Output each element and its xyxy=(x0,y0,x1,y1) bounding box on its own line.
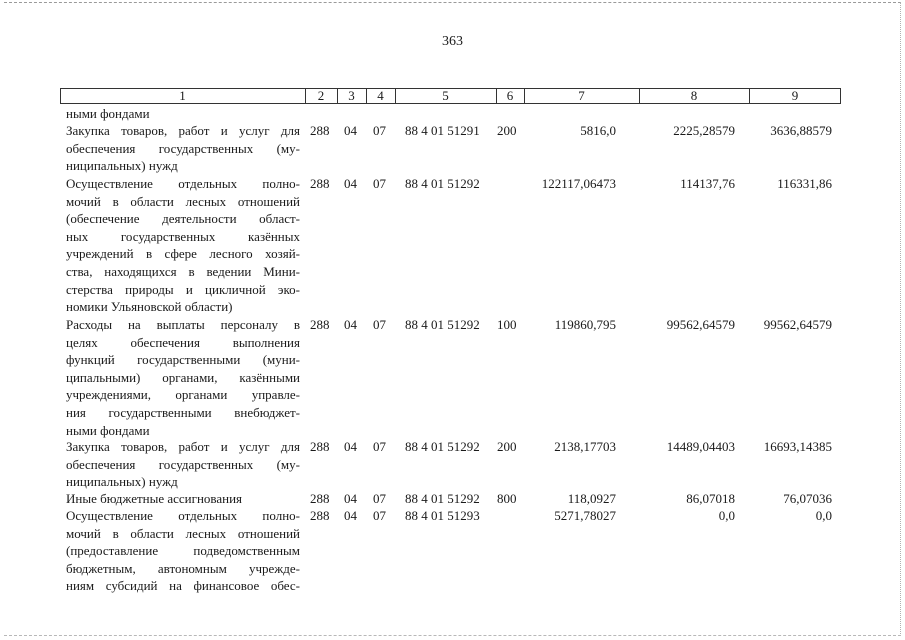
ministry-code: 288 xyxy=(310,439,330,454)
description-line: стерства природы и цикличной эко- xyxy=(66,281,300,297)
amount-col9: 0,0 xyxy=(815,508,832,523)
target-article-code: 88 4 01 51292 xyxy=(405,317,480,332)
subsection-code: 07 xyxy=(373,508,386,523)
amount-col8: 0,0 xyxy=(718,508,735,523)
description-line: (обеспечение деятельности област- xyxy=(66,211,300,227)
amount-col7: 2138,17703 xyxy=(554,439,616,454)
description-line: Закупка товаров, работ и услуг для xyxy=(66,439,300,454)
column-header-6: 6 xyxy=(506,88,514,103)
amount-col8: 99562,64579 xyxy=(666,317,735,332)
column-header-2: 2 xyxy=(317,88,325,103)
row-description xyxy=(66,490,300,508)
description-line: целях обеспечения выполнения xyxy=(66,334,300,350)
description-line: ными фондами xyxy=(66,422,150,438)
section-code: 04 xyxy=(344,508,357,523)
description-line: ных государственных казённых xyxy=(66,228,300,244)
section-code: 04 xyxy=(344,439,357,454)
subsection-code: 07 xyxy=(373,176,386,191)
ministry-code: 288 xyxy=(310,508,330,523)
page-number: 363 xyxy=(442,34,463,49)
column-header-8: 8 xyxy=(690,88,698,103)
description-line: обеспечения государственных (му- xyxy=(66,456,300,472)
column-header-9: 9 xyxy=(791,88,799,103)
ministry-code: 288 xyxy=(310,123,330,138)
ministry-code: 288 xyxy=(310,317,330,332)
row-description xyxy=(66,316,300,439)
description-line: ния государственными внебюджет- xyxy=(66,404,300,420)
subsection-code: 07 xyxy=(373,317,386,332)
expense-type-code: 200 xyxy=(497,439,517,454)
description-line: Осуществление отдельных полно- xyxy=(66,176,300,191)
description-line: обеспечения государственных (му- xyxy=(66,140,300,156)
amount-col7: 122117,06473 xyxy=(541,176,616,191)
expense-type-code: 200 xyxy=(497,123,517,138)
description-line: ниципальных) нужд xyxy=(66,474,178,490)
column-header-4: 4 xyxy=(377,88,384,103)
description-line: Закупка товаров, работ и услуг для xyxy=(66,123,300,138)
description-line: бюджетным, автономным учрежде- xyxy=(66,560,300,576)
subsection-code: 07 xyxy=(373,123,386,138)
column-header-5: 5 xyxy=(442,88,449,103)
amount-col7: 119860,795 xyxy=(554,317,616,332)
amount-col9: 3636,88579 xyxy=(770,123,832,138)
column-header-1: 1 xyxy=(179,88,186,103)
row-description xyxy=(66,438,300,491)
description-line: учреждений в сфере лесного хозяй- xyxy=(66,246,300,262)
description-line: ципальными) органами, казёнными xyxy=(66,369,300,385)
amount-col9: 99562,64579 xyxy=(763,317,832,332)
ministry-code: 288 xyxy=(310,491,330,506)
amount-col8: 86,07018 xyxy=(686,491,735,506)
amount-col9: 76,07036 xyxy=(783,491,832,506)
description-line: Осуществление отдельных полно- xyxy=(66,508,300,523)
section-code: 04 xyxy=(344,176,357,191)
description-line: (предоставление подведомственным xyxy=(66,543,300,559)
section-code: 04 xyxy=(344,491,357,506)
description-line: ства, находящихся в ведении Мини- xyxy=(66,263,300,279)
target-article-code: 88 4 01 51292 xyxy=(405,176,480,191)
target-article-code: 88 4 01 51292 xyxy=(405,491,480,506)
row-description xyxy=(66,122,300,175)
row-description xyxy=(66,105,300,123)
description-line: ными фондами xyxy=(66,106,150,121)
subsection-code: 07 xyxy=(373,491,386,506)
amount-col7: 5271,78027 xyxy=(554,508,616,523)
amount-col7: 118,0927 xyxy=(567,491,616,506)
amount-col8: 14489,04403 xyxy=(666,439,735,454)
section-code: 04 xyxy=(344,123,357,138)
amount-col9: 16693,14385 xyxy=(763,439,832,454)
amount-col8: 2225,28579 xyxy=(673,123,735,138)
description-line: Иные бюджетные ассигнования xyxy=(66,491,243,506)
ministry-code: 288 xyxy=(310,176,330,191)
amount-col9: 116331,86 xyxy=(777,176,832,191)
row-description xyxy=(66,175,300,316)
target-article-code: 88 4 01 51291 xyxy=(405,123,480,138)
description-line: учреждениями, органами управле- xyxy=(66,387,300,403)
description-line: ниям субсидий на финансовое обес- xyxy=(66,578,300,594)
expense-type-code: 800 xyxy=(497,491,517,506)
description-line: номики Ульяновской области) xyxy=(66,299,233,315)
target-article-code: 88 4 01 51293 xyxy=(405,508,480,523)
description-line: функций государственными (муни- xyxy=(66,352,300,368)
section-code: 04 xyxy=(344,317,357,332)
description-line: мочий в области лесных отношений xyxy=(66,193,300,209)
description-line: мочий в области лесных отношений xyxy=(66,525,300,541)
row-description xyxy=(66,507,300,595)
amount-col8: 114137,76 xyxy=(680,176,735,191)
column-header-3: 3 xyxy=(348,88,355,103)
description-line: Расходы на выплаты персоналу в xyxy=(66,317,300,332)
expense-type-code: 100 xyxy=(497,317,517,332)
description-line: ниципальных) нужд xyxy=(66,158,178,174)
amount-col7: 5816,0 xyxy=(580,123,616,138)
column-header-7: 7 xyxy=(578,88,585,103)
subsection-code: 07 xyxy=(373,439,386,454)
target-article-code: 88 4 01 51292 xyxy=(405,439,480,454)
